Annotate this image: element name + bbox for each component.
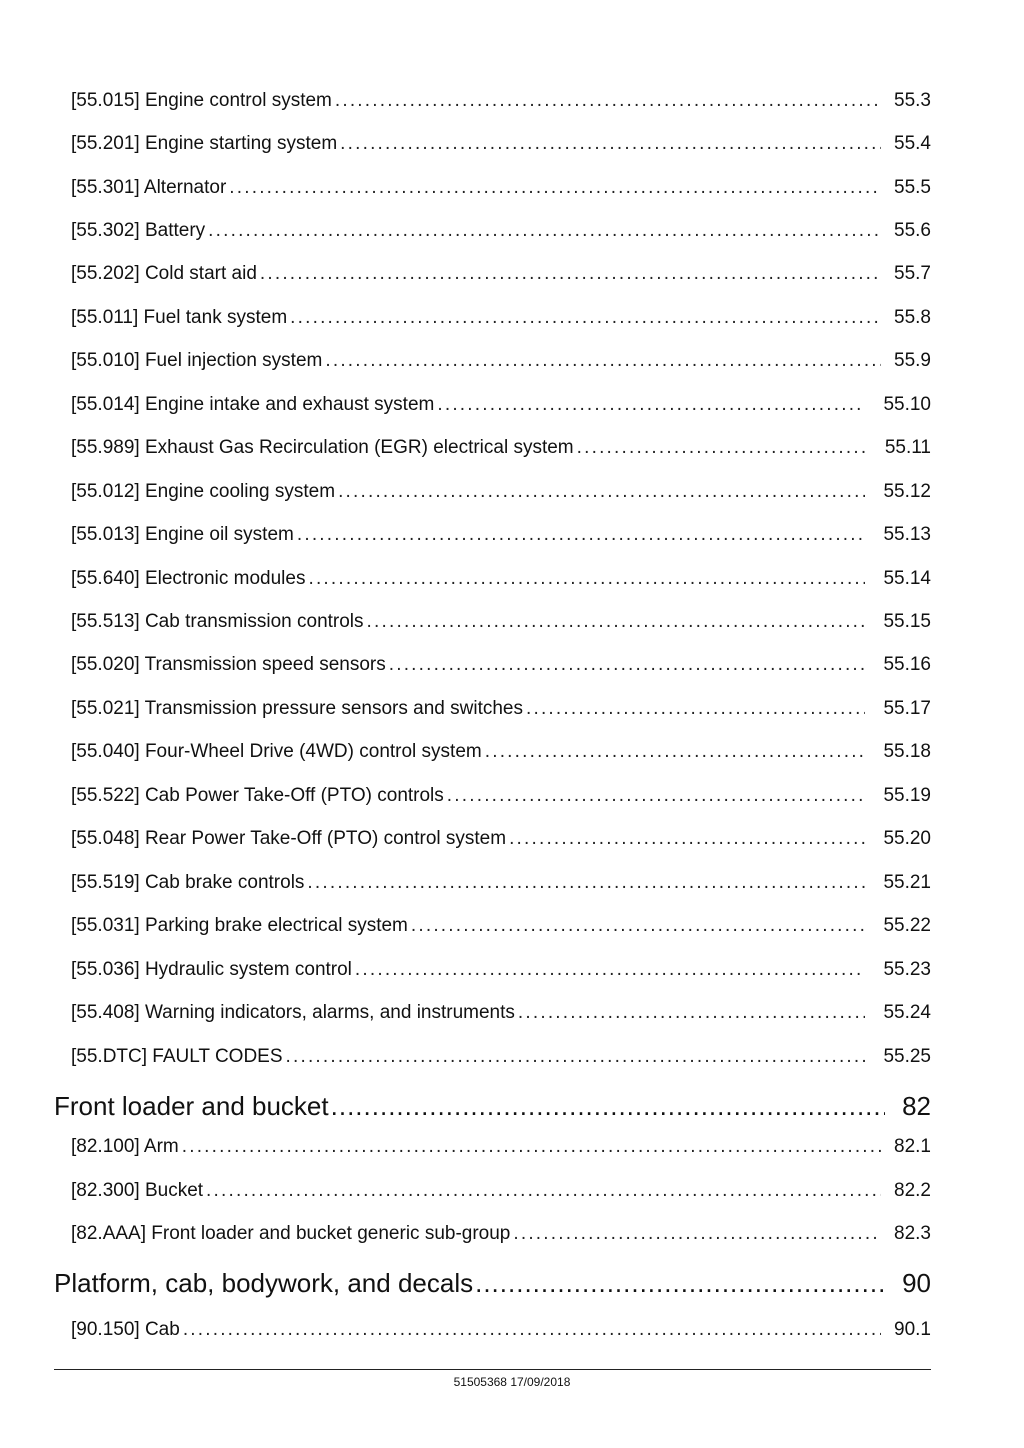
toc-entry-title: [90.150] Cab	[71, 1319, 180, 1340]
toc-entry-title: [55.408] Warning indicators, alarms, and instruments	[71, 1002, 515, 1023]
leader-dots	[338, 480, 865, 504]
leader-dots	[260, 262, 881, 286]
toc-entry-page: 55.11	[884, 437, 931, 458]
toc-entry-55-031[interactable]	[71, 914, 931, 938]
toc-entry-title: [55.012] Engine cooling system	[71, 481, 336, 502]
toc-entry-55-010[interactable]	[71, 349, 931, 373]
toc-entry-55-012[interactable]	[71, 480, 931, 504]
leader-dots	[290, 306, 881, 330]
toc-entry-page: 55.13	[883, 524, 931, 545]
toc-entry-page: 55.3	[894, 90, 931, 111]
toc-entry-title: [55.014] Engine intake and exhaust system	[71, 394, 435, 415]
toc-entry-55-989[interactable]	[71, 436, 931, 460]
page-footer: 51505368 17/09/2018	[453, 1375, 571, 1389]
leader-dots	[208, 219, 881, 243]
toc-entry-page: 82.2	[894, 1180, 931, 1201]
footer-divider	[54, 1369, 931, 1370]
leader-dots	[513, 1222, 881, 1246]
toc-entry-title: [55.989] Exhaust Gas Recirculation (EGR) electrical system	[71, 437, 574, 458]
toc-entry-page: 55.9	[894, 350, 931, 371]
leader-dots	[335, 89, 881, 113]
toc-entry-55-015[interactable]	[71, 89, 931, 113]
leader-dots	[182, 1135, 881, 1159]
leader-dots	[411, 914, 865, 938]
leader-dots	[355, 958, 865, 982]
leader-dots	[331, 1090, 885, 1122]
toc-entry-page: 55.17	[883, 698, 931, 719]
leader-dots	[389, 653, 865, 677]
toc-entry-page: 55.24	[883, 1002, 931, 1023]
toc-entry-82-300[interactable]	[71, 1179, 931, 1203]
toc-entry-page: 55.18	[883, 741, 931, 762]
toc-entry-page: 82.3	[894, 1223, 931, 1244]
toc-entry-55-522[interactable]	[71, 784, 931, 808]
toc-entry-title: [55.202] Cold start aid	[71, 263, 257, 284]
leader-dots	[577, 436, 865, 460]
toc-entry-page: 55.21	[883, 872, 931, 893]
toc-entry-82-100[interactable]	[71, 1135, 931, 1159]
toc-entry-page: 55.4	[894, 133, 931, 154]
toc-entry-55-301[interactable]	[71, 176, 931, 200]
toc-entry-title: [55.302] Battery	[71, 220, 206, 241]
leader-dots	[367, 610, 865, 634]
leader-dots	[229, 176, 881, 200]
leader-dots	[447, 784, 865, 808]
toc-entry-title: [55.036] Hydraulic system control	[71, 959, 352, 980]
toc-entry-page: 55.6	[894, 220, 931, 241]
toc-entry-page: 55.15	[883, 611, 931, 632]
toc-entry-page: 55.5	[894, 177, 931, 198]
toc-entry-title: [55.513] Cab transmission controls	[71, 611, 364, 632]
toc-entry-page: 55.23	[883, 959, 931, 980]
toc-entry-title: [55.040] Four-Wheel Drive (4WD) control system	[71, 741, 482, 762]
toc-entry-title: [55.015] Engine control system	[71, 90, 332, 111]
toc-entry-page: 55.19	[883, 785, 931, 806]
toc-entry-title: [55.020] Transmission speed sensors	[71, 654, 386, 675]
leader-dots	[308, 567, 865, 591]
toc-entry-title: [55.031] Parking brake electrical system	[71, 915, 408, 936]
toc-entry-title: [55.048] Rear Power Take-Off (PTO) control system	[71, 828, 507, 849]
leader-dots	[325, 349, 881, 373]
toc-entry-55-036[interactable]	[71, 958, 931, 982]
leader-dots	[286, 1045, 865, 1069]
toc-entry-title: [55.522] Cab Power Take-Off (PTO) controls	[71, 785, 444, 806]
toc-entry-title: [55.013] Engine oil system	[71, 524, 294, 545]
leader-dots	[518, 1001, 865, 1025]
toc-entry-55-640[interactable]	[71, 567, 931, 591]
leader-dots	[437, 393, 865, 417]
leader-dots	[307, 871, 865, 895]
toc-entry-55-048[interactable]	[71, 827, 931, 851]
leader-dots	[509, 827, 865, 851]
toc-entry-page: 55.20	[883, 828, 931, 849]
toc-entry-title: [55.519] Cab brake controls	[71, 872, 305, 893]
toc-entry-55-519[interactable]	[71, 871, 931, 895]
toc-entry-55-040[interactable]	[71, 740, 931, 764]
leader-dots	[183, 1318, 881, 1342]
leader-dots	[485, 740, 865, 764]
toc-entry-55-408[interactable]	[71, 1001, 931, 1025]
leader-dots	[340, 132, 881, 156]
toc-entry-page: 55.8	[894, 307, 931, 328]
toc-section-page: 82	[902, 1091, 931, 1121]
toc-entry-55-201[interactable]	[71, 132, 931, 156]
toc-entry-title: [82.100] Arm	[71, 1136, 179, 1157]
toc-entry-title: [55.011] Fuel tank system	[71, 307, 288, 328]
toc-entry-title: [55.301] Alternator	[71, 177, 227, 198]
toc-entry-title: [55.DTC] FAULT CODES	[71, 1046, 283, 1067]
toc-entry-55-021[interactable]	[71, 697, 931, 721]
toc-section-90[interactable]	[54, 1267, 931, 1299]
leader-dots	[526, 697, 865, 721]
toc-section-title: Platform, cab, bodywork, and decals	[54, 1268, 474, 1298]
toc-section-page: 90	[902, 1268, 931, 1298]
toc-entry-title: [82.300] Bucket	[71, 1180, 204, 1201]
toc-entry-55-513[interactable]	[71, 610, 931, 634]
toc-section-title: Front loader and bucket	[54, 1091, 329, 1121]
toc-entry-title: [55.201] Engine starting system	[71, 133, 338, 154]
toc-entry-55-020[interactable]	[71, 653, 931, 677]
toc-entry-55-013[interactable]	[71, 523, 931, 547]
toc-entry-82-aaa[interactable]	[71, 1222, 931, 1246]
toc-entry-page: 55.25	[883, 1046, 931, 1067]
toc-entry-55-302[interactable]	[71, 219, 931, 243]
toc-entry-55-011[interactable]	[71, 306, 931, 330]
toc-entry-page: 82.1	[894, 1136, 931, 1157]
toc-entry-page: 90.1	[894, 1319, 931, 1340]
toc-entry-page: 55.14	[883, 568, 931, 589]
toc-entry-title: [82.AAA] Front loader and bucket generic sub-group	[71, 1223, 511, 1244]
toc-entry-55-dtc[interactable]	[71, 1045, 931, 1069]
toc-entry-page: 55.16	[883, 654, 931, 675]
toc-entry-title: [55.021] Transmission pressure sensors and switches	[71, 698, 523, 719]
toc-entry-page: 55.12	[883, 481, 931, 502]
toc-entry-title: [55.010] Fuel injection system	[71, 350, 323, 371]
leader-dots	[297, 523, 865, 547]
leader-dots	[206, 1179, 881, 1203]
toc-entry-55-202[interactable]	[71, 262, 931, 286]
toc-entry-page: 55.10	[883, 394, 931, 415]
toc-entry-page: 55.7	[894, 263, 931, 284]
toc-entry-title: [55.640] Electronic modules	[71, 568, 306, 589]
toc-entry-page: 55.22	[883, 915, 931, 936]
leader-dots	[475, 1267, 885, 1299]
toc-entry-90-150[interactable]	[71, 1318, 931, 1342]
toc-entry-55-014[interactable]	[71, 393, 931, 417]
toc-section-82[interactable]	[54, 1090, 931, 1122]
